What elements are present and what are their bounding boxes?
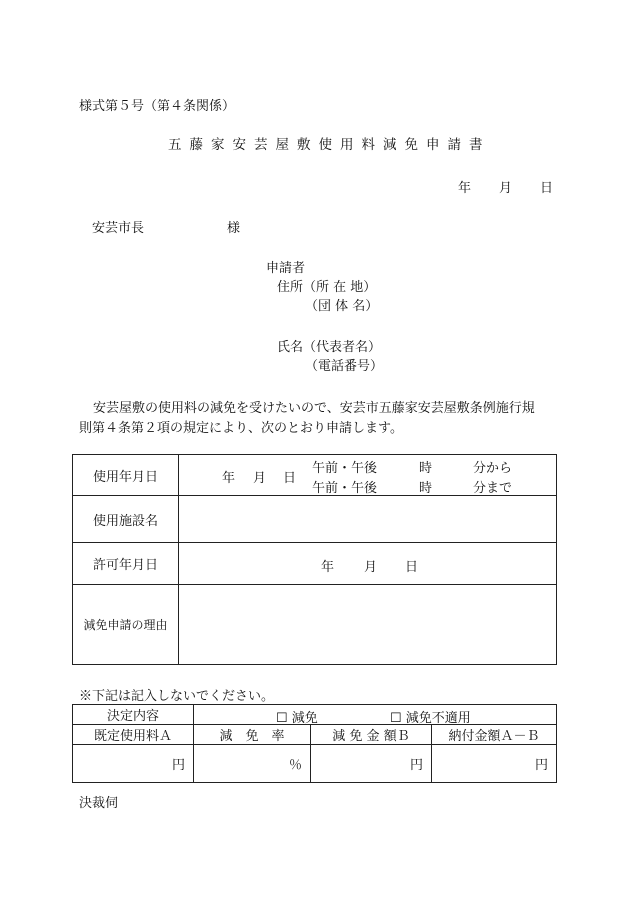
base-fee-cell: 円 xyxy=(73,745,194,783)
applicant-heading: 申請者 xyxy=(266,261,306,276)
end-hour: 時 xyxy=(419,481,433,496)
checkbox-icon: ☐ xyxy=(390,711,402,726)
addressee-honorific: 様 xyxy=(227,221,241,236)
applicant-group-label: （団 体 名） xyxy=(305,299,379,314)
not-exempt-option[interactable] xyxy=(390,707,471,726)
decision-table xyxy=(72,704,557,783)
facility-label: 使用施設名 xyxy=(73,496,179,543)
payment-cell: 円 xyxy=(432,745,557,783)
addressee-name: 安芸市長 xyxy=(92,221,145,236)
permit-date-label: 許可年月日 xyxy=(73,543,179,585)
use-date-field[interactable] xyxy=(179,455,557,496)
body-text-line-2: 則第４条第２項の規定により、次のとおり申請します。 xyxy=(79,421,403,436)
applicant-name-label: 氏名（代表者名） xyxy=(277,340,382,355)
start-ampm: 午前・午後 xyxy=(312,461,378,476)
use-date-year: 年 xyxy=(222,471,236,486)
start-minute: 分から xyxy=(473,461,513,476)
date-year: 年 xyxy=(458,181,472,196)
date-day: 日 xyxy=(540,181,554,196)
form-number: 様式第５号（第４条関係） xyxy=(79,99,236,114)
office-use-note: ※下記は記入しないでください。 xyxy=(79,689,275,704)
header-rate: 減 免 率 xyxy=(194,725,311,745)
approval-footer: 決裁伺 xyxy=(79,796,119,811)
facility-field[interactable] xyxy=(179,496,557,543)
use-date-day: 日 xyxy=(283,471,297,486)
header-base-fee: 既定使用料Ａ xyxy=(73,725,194,745)
reason-field[interactable] xyxy=(179,585,557,665)
applicant-address-label: 住所（所 在 地） xyxy=(277,280,377,295)
permit-month: 月 xyxy=(364,560,378,575)
amount-cell: 円 xyxy=(311,745,432,783)
application-table xyxy=(72,454,557,665)
exempt-option-label: 減免 xyxy=(291,711,318,726)
header-amount: 減 免 金 額Ｂ xyxy=(311,725,432,745)
use-date-label: 使用年月日 xyxy=(73,455,179,496)
permit-day: 日 xyxy=(405,560,419,575)
end-minute: 分まで xyxy=(473,481,513,496)
exempt-option[interactable] xyxy=(276,707,318,726)
rate-cell: ％ xyxy=(194,745,311,783)
reason-label: 減免申請の理由 xyxy=(73,585,179,665)
date-month: 月 xyxy=(499,181,513,196)
decision-options xyxy=(194,705,557,725)
permit-date-field[interactable] xyxy=(179,543,557,585)
body-text-line-1: 安芸屋敷の使用料の減免を受けたいので、安芸市五藤家安芸屋敷条例施行規 xyxy=(93,401,535,416)
start-hour: 時 xyxy=(419,461,433,476)
end-ampm: 午前・午後 xyxy=(312,481,378,496)
document-title: 五藤家安芸屋敷使用料減免申請書 xyxy=(168,137,491,153)
decision-label: 決定内容 xyxy=(73,705,194,725)
permit-year: 年 xyxy=(321,560,335,575)
checkbox-icon: ☐ xyxy=(276,711,288,726)
use-date-month: 月 xyxy=(253,471,267,486)
header-payment: 納付金額Ａ－Ｂ xyxy=(432,725,557,745)
applicant-phone-label: （電話番号） xyxy=(305,359,384,374)
not-exempt-option-label: 減免不適用 xyxy=(405,711,471,726)
